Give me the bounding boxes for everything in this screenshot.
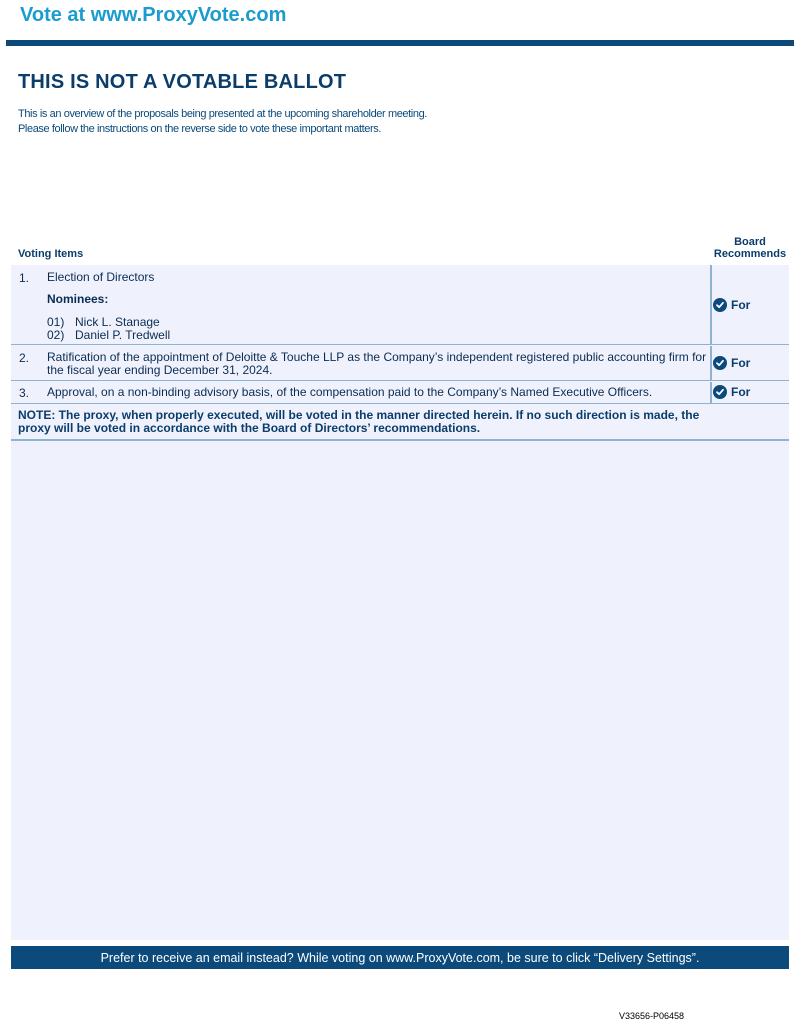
header-divider [6, 40, 794, 46]
header-title: Vote at www.ProxyVote.com [20, 4, 287, 26]
check-circle-icon [713, 298, 727, 312]
proposal-number: 2. [19, 351, 30, 365]
proposal-row-1 [11, 265, 789, 345]
nominee-name: Daniel P. Tredwell [75, 328, 171, 342]
email-delivery-banner [11, 946, 789, 969]
column-divider [710, 346, 712, 380]
board-recommends-header [708, 236, 792, 260]
intro-text [18, 107, 427, 137]
ballot-title: THIS IS NOT A VOTABLE BALLOT [18, 71, 347, 93]
voting-items-header: Voting Items [18, 248, 84, 260]
board-recommendation [713, 298, 750, 312]
recommendation-value: For [731, 298, 751, 312]
document-code: V33656-P06458 [618, 1011, 684, 1021]
banner-text: Prefer to receive an email instead? While voting on www.ProxyVote.com, be sure to click “Delivery Settings”. [100, 950, 700, 965]
nominee-2 [47, 328, 170, 342]
proposal-text: Ratification of the appointment of Deloitte & Touche LLP as the Company’s independent registered public accounting firm for the fiscal year ending December 31, 2024. [47, 350, 707, 377]
recommendation-value: For [731, 356, 751, 370]
proposal-text: Approval, on a non-binding advisory basis, of the compensation paid to the Company’s Named Executive Officers. [47, 385, 653, 399]
board-recommendation [713, 385, 750, 399]
board-recommendation [713, 356, 750, 370]
column-divider [710, 265, 712, 344]
column-divider [710, 382, 712, 403]
proposal-row-3 [11, 382, 789, 404]
proposal-number: 1. [19, 271, 30, 285]
check-circle-icon [713, 356, 727, 370]
intro-line-1: This is an overview of the proposals being presented at the upcoming shareholder meeting. [18, 108, 427, 120]
proposal-number: 3. [19, 386, 30, 400]
nominee-name: Nick L. Stanage [75, 315, 160, 329]
intro-line-2: Please follow the instructions on the reverse side to vote these important matters. [18, 123, 381, 135]
board-header-line-1: Board [734, 236, 766, 248]
note-divider [11, 439, 789, 441]
proposal-row-2 [11, 346, 789, 381]
check-circle-icon [713, 385, 727, 399]
proposal-text: Election of Directors [47, 270, 155, 284]
proxy-note: NOTE: The proxy, when properly executed, will be voted in the manner directed herein. If no such direction is made, the proxy will be voted in accordance with the Board of Directors’ recommendations. [18, 408, 700, 435]
nominees-label: Nominees: [47, 292, 109, 306]
recommendation-value: For [731, 385, 751, 399]
board-header-line-2: Recommends [713, 248, 787, 260]
nominee-number: 01) [47, 315, 65, 329]
nominee-1 [47, 315, 160, 329]
nominee-number: 02) [47, 328, 65, 342]
